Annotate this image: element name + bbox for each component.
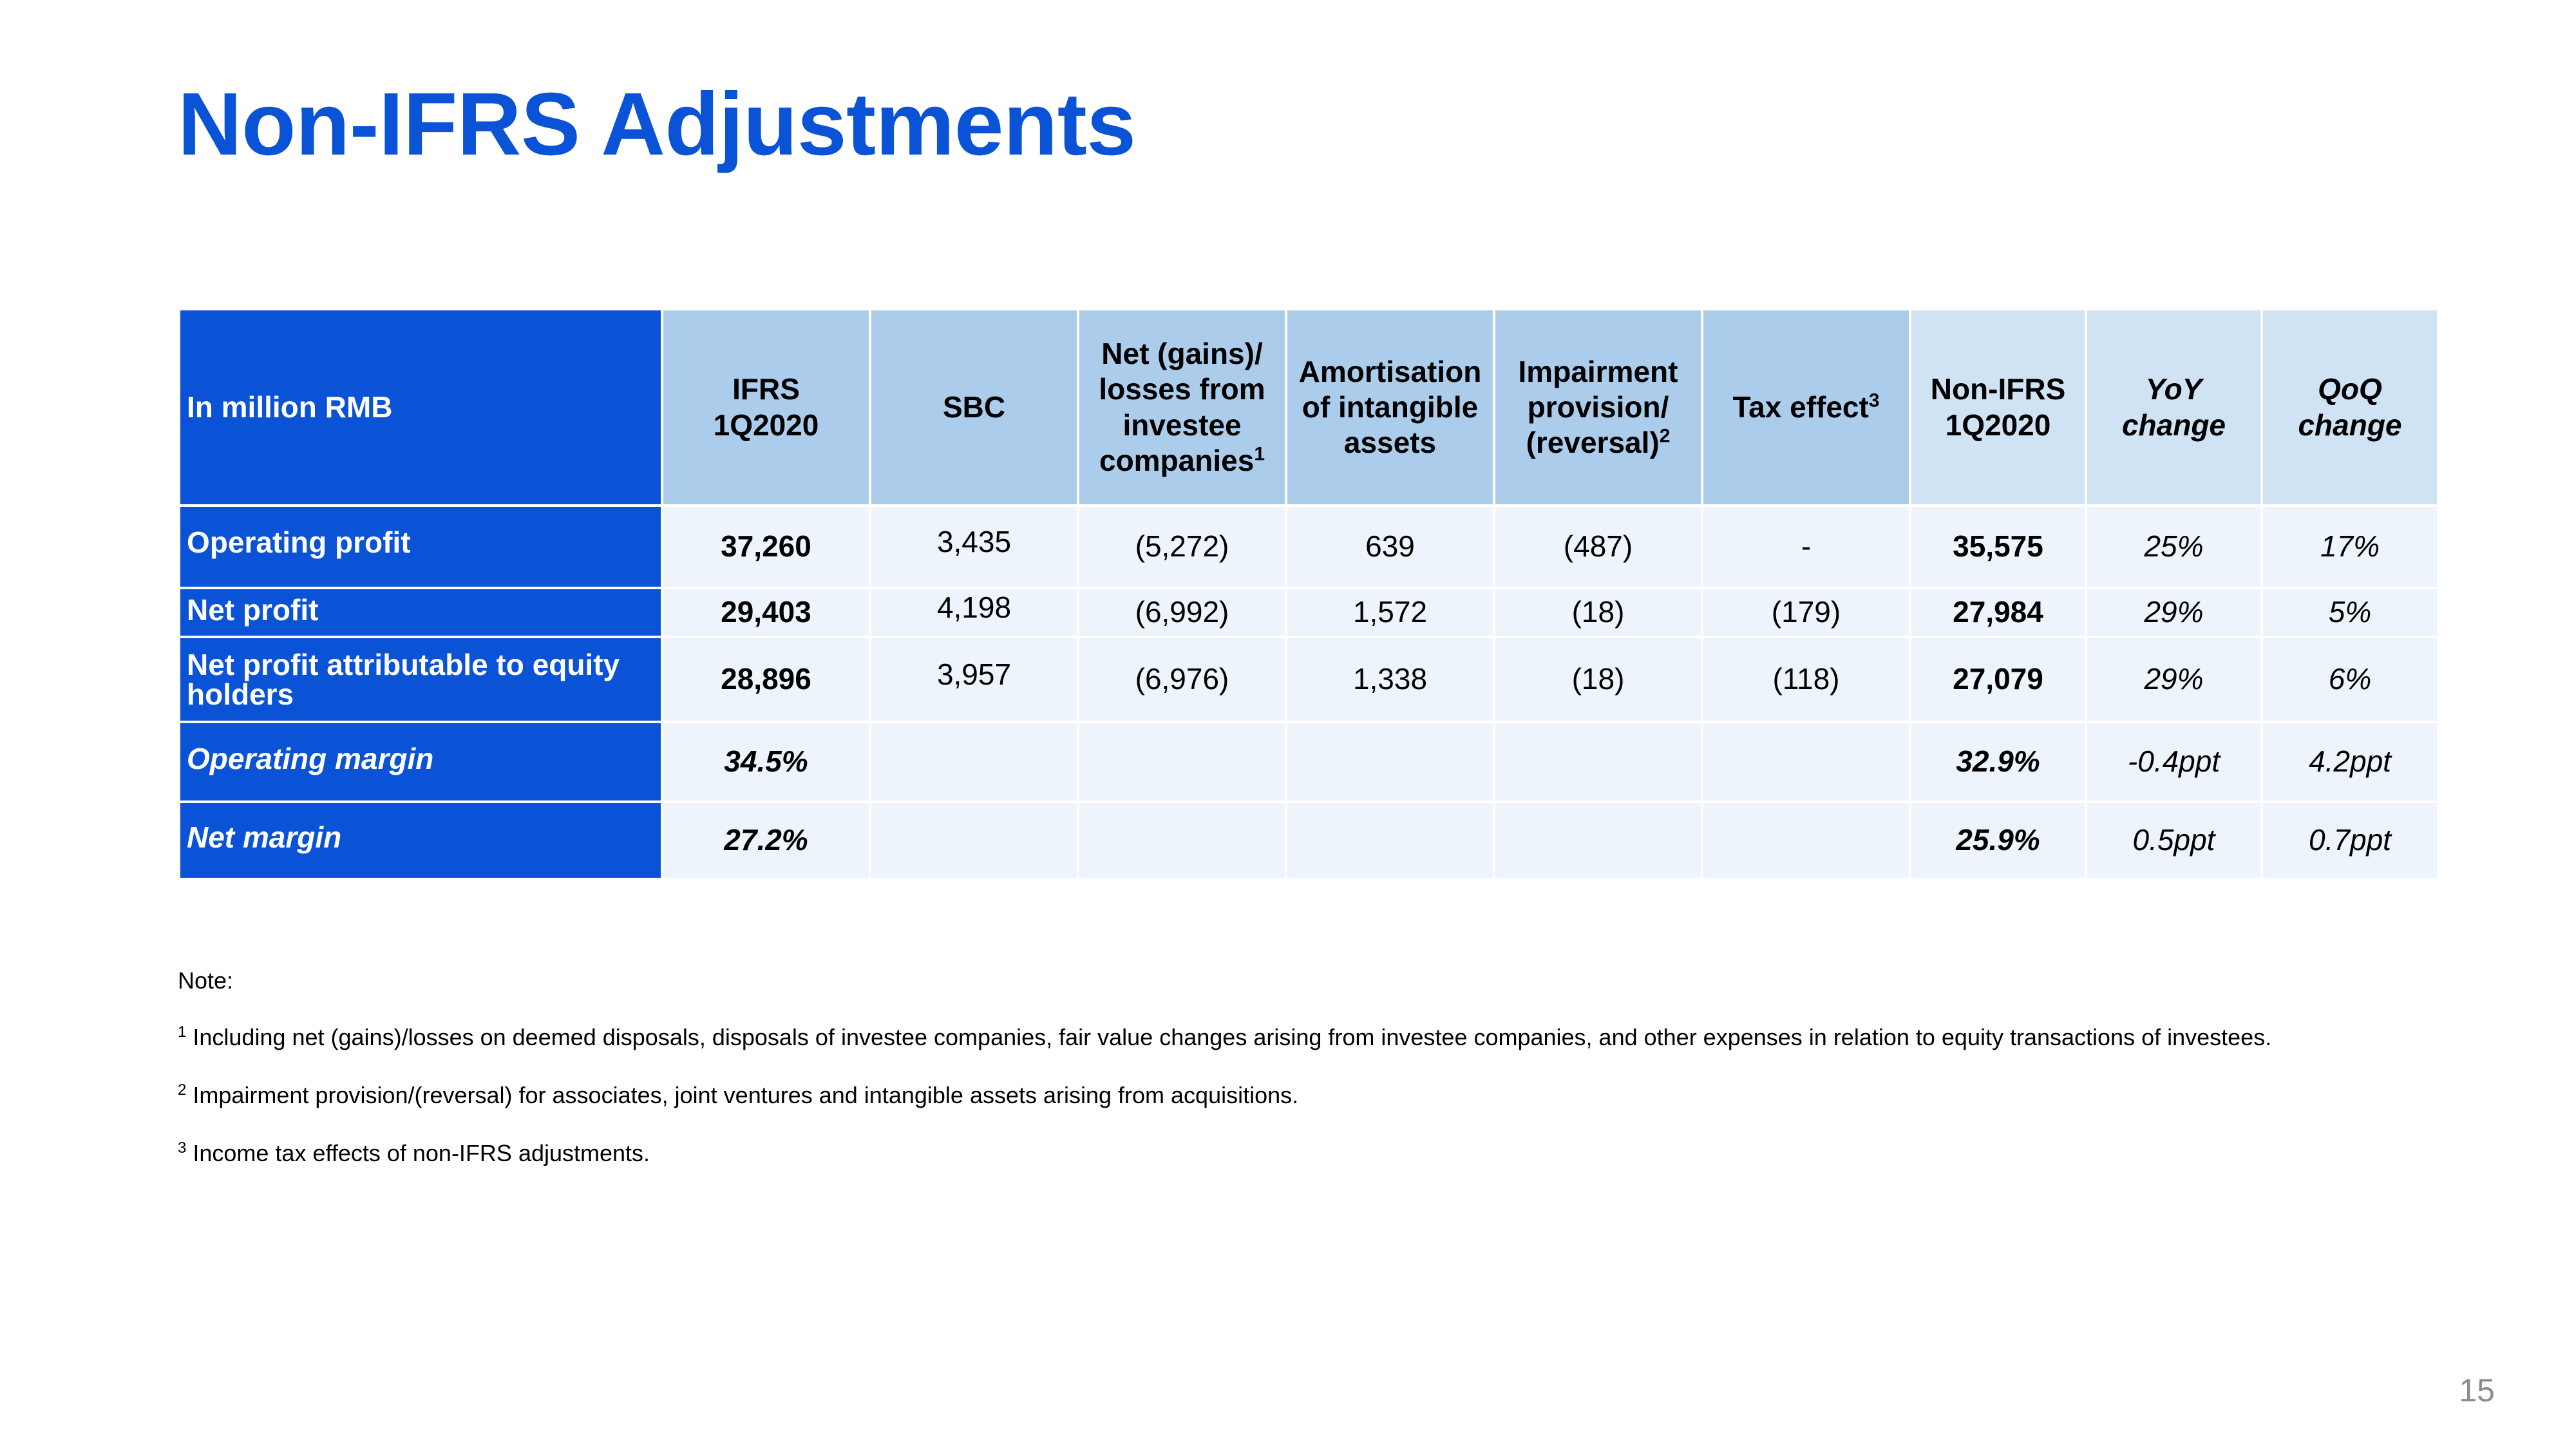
col-header-label: Net (gains)/ losses from investee companies	[1099, 337, 1265, 477]
cell-net-gains: (6,976)	[1078, 637, 1286, 722]
cell-net-gains: (5,272)	[1078, 506, 1286, 588]
footnote-ref: 1	[1254, 443, 1265, 465]
page-number: 15	[2459, 1372, 2495, 1408]
col-header-label: QoQ change	[2298, 372, 2402, 442]
cell-net-gains: (6,992)	[1078, 588, 1286, 637]
col-header-net-gains-losses	[1078, 309, 1286, 506]
cell-yoy: 25%	[2086, 506, 2262, 588]
cell-sbc	[870, 802, 1078, 879]
footnote-item	[178, 1139, 2303, 1168]
adjustments-table-container	[178, 308, 2437, 880]
table-row-operating-profit	[179, 506, 2438, 588]
col-header-label: Amortisation of intangible assets	[1298, 354, 1482, 460]
footnote-ref: 3	[1868, 390, 1880, 412]
table-row-operating-margin	[179, 722, 2438, 802]
cell-impairment	[1494, 802, 1702, 879]
footnote-text: Including net (gains)/losses on deemed disposals, disposals of investee companies, fair value changes arising from investee companies, and other expenses in relation to equity transactions of investees.	[193, 1024, 2272, 1050]
col-header-label: Impairment provision/ (reversal)	[1518, 354, 1678, 460]
cell-tax-effect	[1702, 802, 1910, 879]
cell-tax-effect: (118)	[1702, 637, 1910, 722]
cell-sbc: 3,957	[870, 637, 1078, 722]
cell-yoy: 0.5ppt	[2086, 802, 2262, 879]
row-label	[179, 802, 662, 879]
cell-non-ifrs: 35,575	[1910, 506, 2086, 588]
cell-yoy: 29%	[2086, 637, 2262, 722]
cell-impairment	[1494, 722, 1702, 802]
cell-amortisation	[1286, 722, 1494, 802]
col-header-yoy-change	[2086, 309, 2262, 506]
col-header-label: YoY change	[2121, 372, 2226, 442]
cell-qoq: 6%	[2262, 637, 2438, 722]
cell-tax-effect: (179)	[1702, 588, 1910, 637]
cell-tax-effect	[1702, 722, 1910, 802]
cell-non-ifrs: 27,079	[1910, 637, 2086, 722]
cell-tax-effect: -	[1702, 506, 1910, 588]
cell-non-ifrs: 27,984	[1910, 588, 2086, 637]
cell-amortisation: 639	[1286, 506, 1494, 588]
row-label-text: Operating margin	[187, 742, 434, 775]
footnote-number: 2	[178, 1081, 187, 1099]
row-label-text: Net margin	[187, 820, 342, 854]
cell-sbc: 3,435	[870, 506, 1078, 588]
col-header-label: IFRS 1Q2020	[713, 372, 819, 442]
cell-yoy: -0.4ppt	[2086, 722, 2262, 802]
cell-qoq: 4.2ppt	[2262, 722, 2438, 802]
cell-net-gains	[1078, 802, 1286, 879]
cell-yoy: 29%	[2086, 588, 2262, 637]
row-label	[179, 637, 662, 722]
footnote-item	[178, 1023, 2303, 1052]
cell-qoq: 5%	[2262, 588, 2438, 637]
col-header-sbc	[870, 309, 1078, 506]
col-header-label: Non-IFRS 1Q2020	[1930, 372, 2066, 442]
col-header-tax-effect	[1702, 309, 1910, 506]
footnote-item	[178, 1081, 2303, 1110]
footnote-text: Impairment provision/(reversal) for associates, joint ventures and intangible assets arising from acquisitions.	[193, 1082, 1299, 1108]
cell-amortisation: 1,338	[1286, 637, 1494, 722]
row-label-text: Net profit attributable to equity holders	[187, 648, 620, 711]
footnote-number: 1	[178, 1023, 187, 1041]
col-header-impairment	[1494, 309, 1702, 506]
cell-sbc	[870, 722, 1078, 802]
notes-title: Note:	[178, 967, 234, 994]
cell-sbc: 4,198	[870, 588, 1078, 637]
cell-qoq: 0.7ppt	[2262, 802, 2438, 879]
col-header-label: Tax effect	[1732, 390, 1869, 424]
unit-label: In million RMB	[179, 309, 662, 506]
cell-impairment: (18)	[1494, 637, 1702, 722]
row-label	[179, 588, 662, 637]
table-row-net-profit	[179, 588, 2438, 637]
row-label	[179, 506, 662, 588]
cell-amortisation: 1,572	[1286, 588, 1494, 637]
cell-ifrs: 29,403	[662, 588, 870, 637]
cell-amortisation	[1286, 802, 1494, 879]
col-header-label: SBC	[942, 390, 1006, 424]
cell-non-ifrs: 25.9%	[1910, 802, 2086, 879]
row-label	[179, 722, 662, 802]
cell-non-ifrs: 32.9%	[1910, 722, 2086, 802]
col-header-qoq-change	[2262, 309, 2438, 506]
footnote-ref: 2	[1659, 425, 1671, 447]
cell-ifrs: 28,896	[662, 637, 870, 722]
table-header-row	[179, 309, 2438, 506]
row-label-text: Net profit	[187, 593, 319, 627]
footnote-number: 3	[178, 1139, 187, 1157]
cell-ifrs: 27.2%	[662, 802, 870, 879]
cell-ifrs: 37,260	[662, 506, 870, 588]
cell-impairment: (487)	[1494, 506, 1702, 588]
page-title: Non-IFRS Adjustments	[178, 75, 1136, 174]
col-header-amortisation	[1286, 309, 1494, 506]
cell-qoq: 17%	[2262, 506, 2438, 588]
col-header-non-ifrs	[1910, 309, 2086, 506]
footnotes	[178, 966, 2303, 1197]
adjustments-table	[178, 308, 2439, 880]
row-label-text: Operating profit	[187, 526, 411, 559]
table-row-net-margin	[179, 802, 2438, 879]
cell-impairment: (18)	[1494, 588, 1702, 637]
col-header-ifrs	[662, 309, 870, 506]
cell-ifrs: 34.5%	[662, 722, 870, 802]
table-row-net-profit-equity-holders	[179, 637, 2438, 722]
footnote-text: Income tax effects of non-IFRS adjustments.	[193, 1140, 650, 1166]
cell-net-gains	[1078, 722, 1286, 802]
